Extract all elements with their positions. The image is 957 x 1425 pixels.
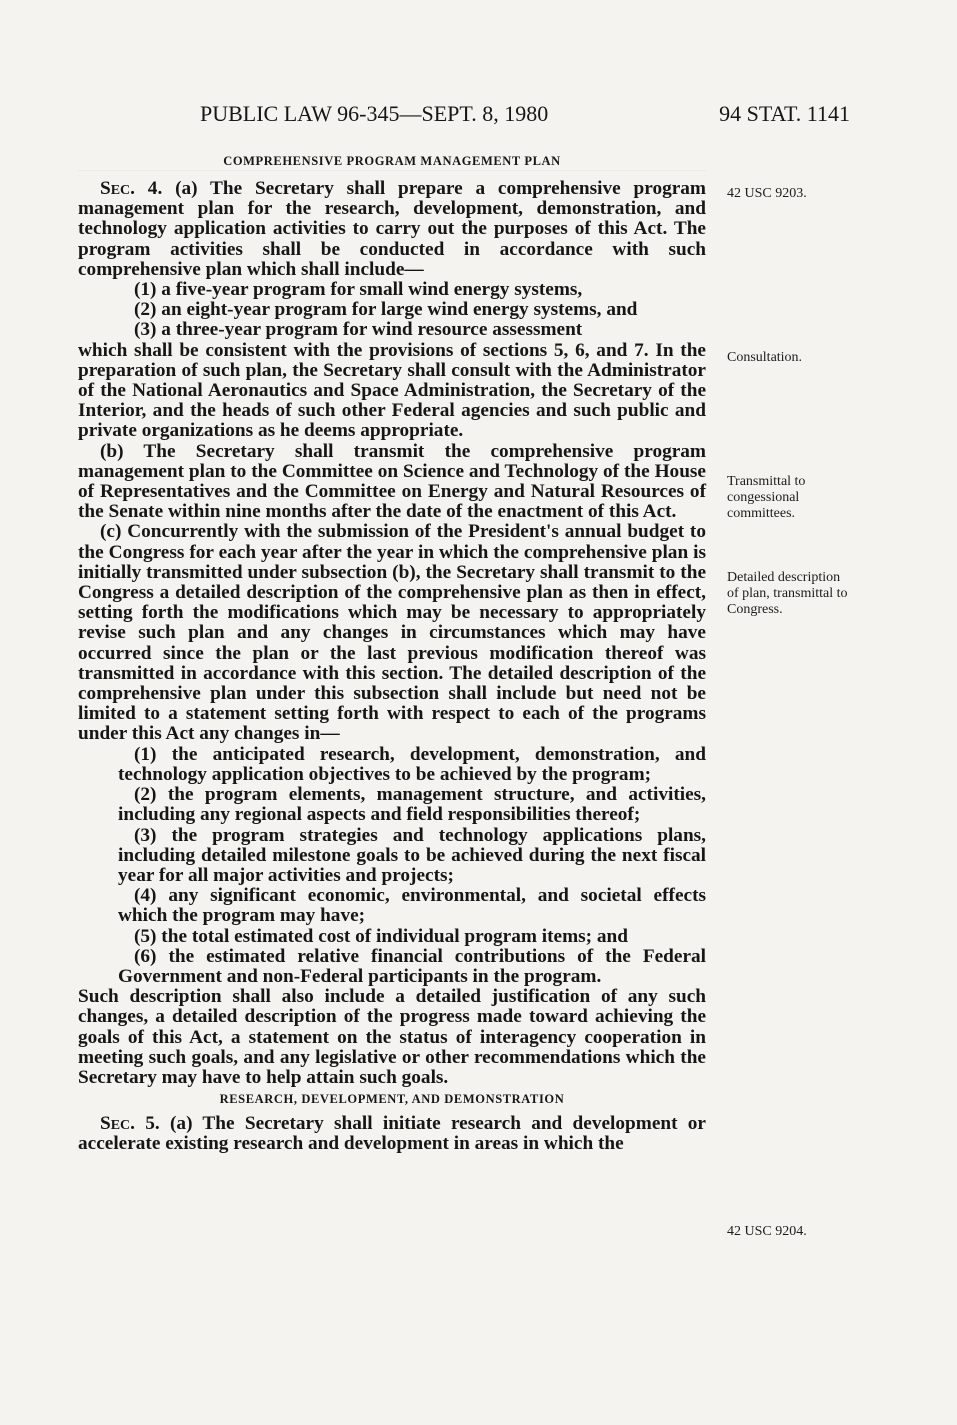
section-4-a-item-2: (2) an eight-year program for large wind energy systems, and bbox=[134, 299, 638, 321]
running-head-left: PUBLIC LAW 96-345—SEPT. 8, 1980 bbox=[200, 101, 549, 126]
section-4-c-item-6: (6) the estimated relative financial contributions of the Federal Government and non-Federal participants in the program. bbox=[118, 945, 706, 987]
section-5-label: Sec. bbox=[100, 1113, 135, 1135]
margin-note-transmittal: Transmittal to congessional committees. bbox=[727, 474, 806, 521]
section-4-c-item-3: (3) the program strategies and technology applications plans, including detailed milestone goals to be achieved during the next fiscal year for all major activities and projects; bbox=[118, 824, 706, 886]
section-4-subsection-b: (b) The Secretary shall transmit the comprehensive program management plan to the Committee on Science and Technology of the House of Representatives and the Committee on Energy and Natural Resources of the Senate within nine months after the date of the enactment of this Act. bbox=[78, 440, 706, 523]
section-4-subsection-c: (c) Concurrently with the submission of the President's annual budget to the Congress for each year after the year in which the comprehensive plan is initially transmitted under subsection (b), the Secretary shall transmit to the Congress a detailed description of the comprehensive plan as then in effect, setting forth the modifications which may be necessary to appropriately revise such plan and any changes in circumstances which may have occurred since the plan or the last previous modification thereof was transmitted in accordance with this section. The detailed description of the comprehensive plan under this subsection shall include but need not be limited to a statement setting forth with respect to each of the programs under this Act any changes in— bbox=[78, 521, 706, 745]
margin-note-detailed-description: Detailed description of plan, transmittal to Congress. bbox=[727, 570, 848, 617]
margin-note-usc-9203: 42 USC 9203. bbox=[727, 186, 807, 201]
section-5-subsection-a bbox=[78, 1114, 706, 1154]
section-4-c-item-5: (5) the total estimated cost of individual program items; and bbox=[134, 925, 628, 947]
margin-note-consultation: Consultation. bbox=[727, 350, 803, 365]
body-text bbox=[78, 152, 706, 1155]
section-4-a-item-3: (3) a three-year program for wind resource assessment bbox=[134, 319, 583, 341]
margin-note-usc-9204: 42 USC 9204. bbox=[727, 1224, 807, 1239]
section-4-label: Sec. bbox=[100, 178, 135, 199]
section-4-heading: COMPREHENSIVE PROGRAM MANAGEMENT PLAN bbox=[223, 154, 561, 168]
section-4-subsection-a bbox=[78, 179, 706, 280]
running-head-right: 94 STAT. 1141 bbox=[719, 101, 850, 126]
section-5-a-text: 5. (a) The Secretary shall initiate research and development or accelerate existing research and development in areas in which the bbox=[78, 1113, 706, 1155]
section-4-a-item-1: (1) a five-year program for small wind energy systems, bbox=[134, 279, 583, 301]
section-4-a-continuation: which shall be consistent with the provisions of sections 5, 6, and 7. In the preparation of such plan, the Secretary shall consult with the Administrator of the National Aeronautics and Space Administration, the Secretary of the Interior, and the heads of such other Federal agencies and such public and private organizations as he deems appropriate. bbox=[78, 339, 706, 442]
section-4-c-continuation: Such description shall also include a detailed justification of any such changes, a detailed description of the progress made toward achieving the goals of this Act, a statement on the status of interagency cooperation in meeting such goals, and any legislative or other recommendations which the Secretary may have to help attain such goals. bbox=[78, 986, 706, 1088]
section-4-c-item-2: (2) the program elements, management structure, and activities, including any regional aspects and field responsibilities thereof; bbox=[118, 784, 706, 826]
show-through-note bbox=[790, 208, 900, 222]
section-4-a-text: 4. (a) The Secretary shall prepare a comprehensive program management plan for the research, development, demonstration, and technology application activities to carry out the purposes of this Act. The program activities shall be conducted in accordance with such comprehensive plan which shall include— bbox=[78, 178, 706, 280]
section-5-heading: RESEARCH, DEVELOPMENT, AND DEMONSTRATION bbox=[219, 1092, 565, 1107]
section-4-c-item-4: (4) any significant economic, environmental, and societal effects which the program may have; bbox=[118, 885, 706, 927]
section-4-c-item-1: (1) the anticipated research, development, demonstration, and technology application objectives to be achieved by the program; bbox=[118, 743, 706, 785]
